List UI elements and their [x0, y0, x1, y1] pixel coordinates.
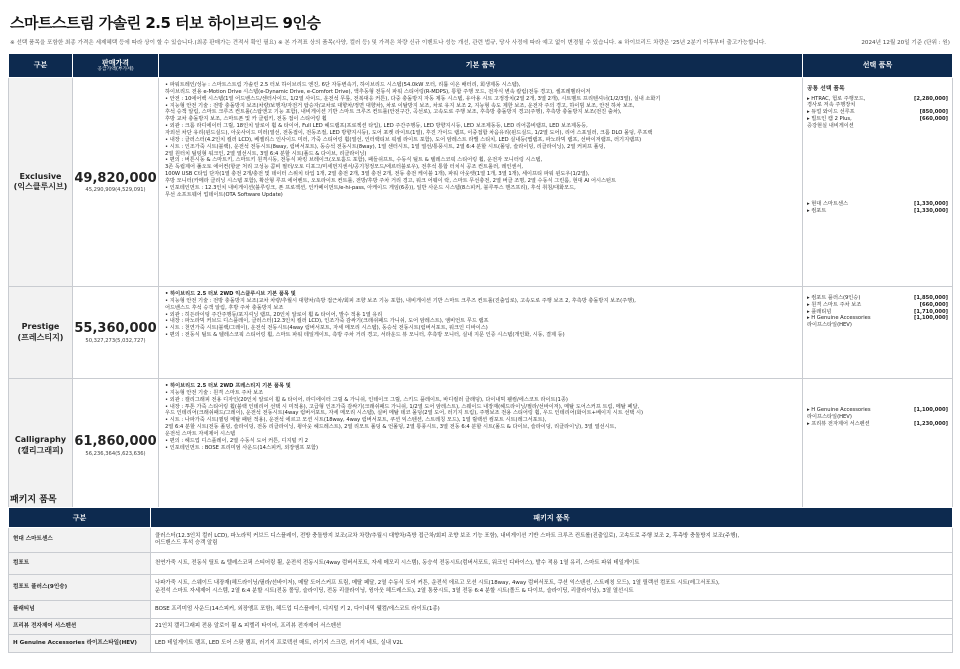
package-items	[151, 575, 953, 601]
feature-line: • 외관 : 히든라이팅 주간주행등/포지셔닝 램프, 20인치 알로이 휠 & 타이어, 발수 적용 1열 유리	[165, 311, 383, 318]
package-item-line: 클러스터(12.3인치 컬러 LCD), 파노라믹 커브드 디스플레이, 전방 충돌방지 보조(교차 차량/추월시 대향차/측방 접근차/회피 조향 보조 기능 포함), 내비게이션 기반 스마트 크루즈 컨트롤(진출입로), 고속도로 주행 보조 2, 후측방 충돌방지 보조(주행),	[155, 532, 740, 539]
option-item	[807, 421, 948, 428]
trim-row	[9, 78, 953, 287]
trim-price: 49,820,000	[74, 170, 157, 186]
option-name: 라이프스타일(HEV)	[807, 413, 852, 420]
trim-price-table	[8, 53, 953, 513]
reference-date: 2024년 12월 20일 기준 (단위 : 원)	[861, 40, 950, 46]
trim-price: 55,360,000	[74, 321, 157, 337]
feature-line: • 편의 : 버튼시동 & 스마트키, 스마트키 원격시동, 전동식 파킹 브레이크(오토홀드 포함), 패들쉬프트, 수동식 틸트 & 텔레스코픽 스티어링 휠, 운전자 모니터링 시스템,	[165, 157, 543, 164]
option-price: [1,330,000]	[914, 208, 948, 215]
header-options: 선택 품목	[803, 54, 953, 78]
package-items	[151, 601, 953, 619]
feature-line: • 안전 : 10에어백 시스템(1열 어드밴스드/센터사이드, 1/2열 사이드, 운전석 무릎, 전복대응 커튼), 다중 충돌방지 자동 제동 시스템, 유아용 시트 고정장치(2열 2개, 3열 2개), 시트벨트 프리텐셔너(1/2/3열), 실내 소화기	[165, 95, 661, 102]
header-price	[73, 54, 159, 78]
trim-price-breakdown: 50,327,273(5,032,727)	[85, 337, 146, 344]
feature-line: 후석 승객 알림, 스마트 크루즈 컨트롤(스탑앤고 기능 포함), 내비게이션 기반 스마트 크루즈 컨트롤(안전구간, 곡선로), 고속도로 주행 보조, 후측방 충돌방지 경고(주행), 후측방 충돌방지 보조(전진 출차),	[165, 109, 622, 116]
option-name: 증강현실 내비게이션	[807, 122, 854, 129]
feature-line: 2열 원터치 틸팅형 워크인, 2열 열선시트, 3열 6:4 분할 시트(폴드 & 다이브, 리클라이닝)	[165, 150, 367, 157]
feature-line: 우드 인테리어(크래쉬패드/그레이), 운전석 전동시트(4way 럼버서포트, 자세 메모리 시스템), 실버 메탈 데코 몰딩(2열 도어, 러기지 트림), 주행보조 전용 스티어링 휠, 우드 인테리어(화이트+베이지 시트 선택 시)	[165, 410, 644, 417]
feature-line: • 하이브리드 2.5 터보 2WD 프레스티지 기본 품목 및	[165, 383, 291, 389]
header-price-label: 판매가격	[101, 58, 130, 67]
option-name: ▸ H Genuine Accessories	[807, 407, 871, 413]
option-name: ▸ 컴포트	[807, 208, 827, 215]
feature-line: • 편의 : 전동식 틸트 & 텔레스코픽 스티어링 휠, 스마트 파워 테일게이트, 측방 주차 거리 경고, 서라운드 뷰 모니터, 후측방 모니터, 실내 지문 인증 시스템(개인화, 시동, 결제 등)	[165, 332, 565, 339]
package-header-name: 구분	[9, 508, 151, 528]
trim-price-breakdown: 56,236,364(5,623,636)	[85, 450, 146, 457]
feature-line: 자외선 차단 유리(윈드실드), 아웃사이드 미러(열선, 전동접이, 전동조절, LED 방향지시등), 도어 포켓 라이트(1열), 후진 가이드 램프, 이중접합 차음유리(윈드실드, 1/2열 도어), 리어 스포일러, 크롬 DLO 몰딩, 루프랙	[165, 130, 653, 137]
option-name: ▸ HTRAC, 험로 주행모드,	[807, 95, 866, 102]
package-header-row	[9, 508, 953, 528]
trim-row	[9, 287, 953, 379]
option-name: ▸ 컴포트 플러스(9인승)	[807, 295, 861, 301]
package-row	[9, 528, 953, 553]
package-items	[151, 619, 953, 635]
feature-line: • 시트 : 나파가죽 시트(퀼팅 메탈 패턴 적용), 운전석 에르고 모션 시트(18way, 4way 럼버서포트, 쿠션 익스텐션, 스트레칭 모드), 1열 릴랙션 컴포트 시트(레그서포트),	[165, 417, 547, 424]
package-name: 컴포트	[9, 553, 151, 575]
package-row	[9, 635, 953, 653]
feature-line: 후방 모니터(카메라 클리닝 시스템 포함), 확산형 루프 에어벤트, 오토라이트 컨트롤, 전방/후방 주차 거리 경고, 워크 어웨이 락, 스마트 무선충전, 2열 버클 조명, 2열 수동식 그린룸, 현대 AI 어시스턴트	[165, 178, 617, 185]
option-name: ▸ 듀얼 와이드 선루프	[807, 109, 855, 116]
feature-line: 운전석 스마트 자세제어 시스템	[165, 431, 236, 438]
option-name: ▸ 빌트인 캠 2 Plus,	[807, 115, 852, 122]
feature-line: • 내장 : 투톤 가죽 스티어링 휠(블랙 인테리어 선택 시 미적용), 고급형 인조가죽 감싸기(크래쉬패드 가니쉬, 1/2열 도어 암레스트), 스웨이드 내장재(헤드라이닝/필라/선바이저), 메탈 도어스커프 트림, 메탈 페달,	[165, 403, 640, 410]
option-price: [660,000]	[919, 115, 948, 122]
feature-line: • 시트 : 인조가죽 시트(블랙), 운전석 전동시트(8way, 럼버서포트), 동승석 전동시트(8way), 1열 센터시트, 1열 열선/통풍시트, 2열 6:4 분할 시트(폴딩, 슬라이딩, 리클라이닝), 2열 커피프 폴딩,	[165, 143, 606, 150]
feature-line: • 파워트레인/성능 : 스마트스트림 가솔린 2.5 터보 하이브리드 엔진, 6단 자동변속기, 하이브리드 시스템(54.0kW 모터, 리튬 이온 배터리, 회생제동 시스템),	[165, 82, 521, 88]
feature-line: 무선 소프트웨어 업데이트(OTA Software Update)	[165, 191, 283, 198]
option-name: ▸ 현대 스마트센스	[807, 201, 848, 208]
header-trim: 구분	[9, 54, 73, 78]
option-item	[807, 123, 948, 130]
disclaimer-notes: ※ 선택 품목을 포함한 최종 가격은 세제혜택 등에 따라 상이 할 수 있습니다.(최종 판매가는 견적서 확인 필요) ※ 본 가격표 상의 품목(사양, 컬러 등) 및 가격은 차량 신규 이벤트나 성능 개선, 관련 법규, 당사 사정에 따라 예고 없이 변경될 수 있습니다. ※ 하이브리드 차량은 '25년 2분기 이후부터 출고가능합니다.	[10, 40, 767, 46]
header-features: 기본 품목	[159, 54, 803, 78]
option-group	[807, 201, 948, 215]
option-item	[807, 302, 948, 309]
option-price: [1,230,000]	[914, 420, 948, 427]
feature-line: • 내장 : 클러스터(4.2인치 컬러 LCD), 베젤리스 인사이드 미러, 가죽 스티어링 휠(열선, 인터랙티브 픽셀 라이트 포함), 도어 암레스트 라밸 스티치, LED 실내등(맵램프, 파노라믹 램프, 선바이저램프, 러기지램프)	[165, 136, 642, 143]
table-header-row	[9, 54, 953, 78]
option-item	[807, 208, 948, 215]
option-price: [1,100,000]	[914, 315, 948, 322]
package-row	[9, 575, 953, 601]
option-group	[807, 295, 948, 329]
trim-name: Exclusive	[19, 171, 62, 181]
package-item-line: LED 테일게이트 램프, LED 도어 스팟 램프, 러기지 프로텍션 매트, 러기지 스크린, 러기지 네트, 실내 V2L	[155, 639, 403, 646]
feature-line: • 내장 : 파노라믹 커브드 디스플레이, 클러스터(12.3인치 컬러 LCD), 인조가죽 감싸기(크래쉬패드 가니쉬, 도어 암레스트), 앰비언트 무드 램프	[165, 318, 489, 325]
options-cell	[803, 379, 953, 513]
trim-name-cell	[9, 78, 73, 287]
basic-features-cell	[159, 78, 803, 287]
feature-line: 어드밴스드 후석 승객 알림, 후방 주차 충돌방지 보조	[165, 304, 284, 311]
option-name: 경사로 저속 주행장치	[807, 102, 856, 109]
package-name: 플래티넘	[9, 601, 151, 619]
price-cell	[73, 78, 159, 287]
package-item-line: 21인치 캘리그래피 전용 알로이 휠 & 피렐리 타이어, 프리뷰 전자제어 서스펜션	[155, 622, 342, 629]
feature-line: • 편의 : 헤드업 디스플레이, 2열 수동식 도어 커튼, 디지털 키 2	[165, 437, 309, 444]
option-item	[807, 201, 948, 208]
feature-line: 후방 교차 충돌방지 보조, 스마트폰 및 카 클립키, 전동 접이 스티어링 휠	[165, 116, 327, 123]
trim-row	[9, 379, 953, 513]
trim-name-kr: (캘리그래피)	[17, 445, 64, 455]
options-cell	[803, 287, 953, 379]
option-group-title: 공통 선택 품목	[807, 86, 845, 92]
package-name: 컴포트 플러스(9인승)	[9, 575, 151, 601]
package-items	[151, 635, 953, 653]
trim-name: Calligraphy	[14, 435, 67, 445]
feature-line: • 지능형 안전 기술 : 원격 스마트 주차 보조	[165, 389, 264, 396]
price-cell	[73, 287, 159, 379]
package-name: H Genuine Accessories 라이프스타일(HEV)	[9, 635, 151, 653]
option-price: [1,850,000]	[914, 295, 948, 301]
trim-name-kr: (프레스티지)	[17, 332, 64, 342]
package-table	[8, 507, 953, 653]
trim-name-kr: (익스클루시브)	[13, 182, 68, 191]
option-item	[807, 309, 948, 316]
trim-name-cell	[9, 287, 73, 379]
option-name: 라이프스타일(HEV)	[807, 322, 852, 328]
package-row	[9, 553, 953, 575]
trim-price: 61,860,000	[74, 434, 157, 450]
options-cell	[803, 78, 953, 287]
feature-line: 하이브리드 전용 e-Motion Drive 시스템(e-Dynamic Drive, e-Comfort Drive), 액추동형 전동식 파워 스티어링(R-MDPS), 통합 주행 모드, 전자식 변속 칼럼(전동 경고), 셀프레벨라이저	[165, 88, 591, 95]
header-price-sub: 공급가액(부가세)	[97, 66, 134, 72]
option-price: [660,000]	[919, 301, 948, 308]
option-item	[807, 407, 948, 414]
option-price: [1,100,000]	[914, 407, 948, 413]
option-item	[807, 315, 948, 322]
feature-line: • 지능형 안전 기술 : 전방 충돌방지 보조(교차 차량/추월시 대향차/측방 접근차/회피 조향 보조 기능 포함), 내비게이션 기반 스마트 크루즈 컨트롤(진출입로), 고속도로 주행 보조 2, 후측방 충돌방지 보조(주행),	[165, 297, 636, 304]
option-price: [1,710,000]	[914, 308, 948, 315]
option-item	[807, 116, 948, 123]
feature-line: • 인포테인먼트 : BOSE 프리미엄 사운드(14스피커, 외장앰프 포함)	[165, 444, 319, 451]
option-name: ▸ 프리뷰 전자제어 서스펜션	[807, 420, 870, 427]
package-item-line: 어드밴스드 후석 승객 알림	[155, 540, 218, 546]
feature-line: • 인포테인먼트 : 12.3인치 내비게이션(블루링크, 폰 프로젝션, 인카페이먼트/e-hi-pass, 아케이드 게임(6종)), 일반 사운드 시스템(8스피커, 블루투스 핸즈프리), 후석 취침/대화모드,	[165, 184, 576, 191]
basic-features-cell	[159, 379, 803, 513]
option-name: ▸ 원격 스마트 주차 보조	[807, 301, 862, 308]
package-header-items: 패키지 품목	[151, 508, 953, 528]
option-item	[807, 322, 948, 329]
package-row	[9, 601, 953, 619]
package-item-line: 천연가죽 시트, 전동식 틸트 & 텔레스코픽 스티어링 휠, 운전석 전동시트(4way 럼버서포트, 자세 메모리 시스템), 동승석 전동시트(럼버서포트, 워크인 디바이스), 발수 적용 1열 유리, 스마트 파워 테일게이트	[155, 559, 640, 566]
feature-line: 2열 6:4 분할 시트(전동 폴딩, 슬라이딩, 전동 리클라이닝, 윙아웃 헤드레스트), 2열 리모트 폴딩 & 언폴딩, 2열 통풍시트, 3열 전동 6:4 분할 시트(폴드 & 다이브, 슬라이딩, 리클라이닝), 3열 열선시트,	[165, 424, 617, 431]
trim-price-breakdown: 45,290,909(4,529,091)	[85, 187, 146, 194]
feature-line: • 하이브리드 2.5 터보 2WD 익스클루시브 기본 품목 및	[165, 291, 296, 297]
option-group	[807, 407, 948, 427]
feature-line: • 지능형 안전 기술 : 전방 충돌방지 보조(차량/보행자/자전거 탑승자/교차로 대향차/정면 대향차), 차로 이탈방지 보조, 차로 유지 보조 2, 지능형 속도 제한 보조, 운전자 주의 경고, 하이빔 보조, 안전 하차 보조,	[165, 102, 635, 109]
package-row	[9, 619, 953, 635]
option-name: ▸ H Genuine Accessories	[807, 315, 871, 322]
package-name: 프리뷰 전자제어 서스펜션	[9, 619, 151, 635]
option-price: [1,330,000]	[914, 201, 948, 208]
feature-line: 100W USB C타입 단자(1열 충전 2개/충전 및 데이터 스위치 타입 1개, 2열 충전 2개, 3열 충전 2개, 전동 충전 케이블 1개), 파워 아웃렛(1열 1개, 3열 1개), 세이프티 파워 윈도우(1/2열),	[165, 171, 590, 178]
feature-line: • 외관 : 크롬 라디에이터 그릴, 18인치 알로이 휠 & 타이어, Full LED 헤드램프(프로젝션 타입), LED 주간주행등, LED 방향지시등, LED 보조제동등, LED 리어콤비램프, LED 보조제동등,	[165, 123, 588, 130]
option-item	[807, 109, 948, 116]
option-item	[807, 414, 948, 421]
option-price: [850,000]	[919, 109, 948, 116]
package-items	[151, 528, 953, 553]
trim-name: Prestige	[21, 322, 60, 332]
package-name: 현대 스마트센스	[9, 528, 151, 553]
option-price: [2,280,000]	[914, 95, 948, 102]
feature-line: 3존 독립제어 풀오토 에어컨(항균 처리 고성능 콤비 필터/오토 디포그/미세먼지센서/공기청정모드/에르터블로우), 전후석 통합 터치식 공조 컨트롤러, 레인센서,	[165, 164, 524, 171]
package-section-title: 패키지 품목	[10, 495, 57, 505]
package-items	[151, 553, 953, 575]
package-item-line: 나파가죽 시트, 스웨이드 내장재(헤드라이닝/필라/선바이저), 메탈 도어스커프 트림, 메탈 페달, 2열 수동식 도어 커튼, 운전석 에르고 모션 시트(18way, 4way 럼버서포트, 쿠션 익스텐션, 스트레칭 모드), 1열 릴랙션 컴포트 시트(레그서포트),	[155, 580, 720, 587]
feature-line: • 시트 : 천연가죽 시트(블랙/그레이), 운전석 전동시트(4way 럼버서포트, 자세 메모리 시스템), 동승석 전동시트(럼버서포트, 워크인 디바이스)	[165, 325, 488, 332]
option-name: ▸ 플래티넘	[807, 308, 832, 315]
price-cell	[73, 379, 159, 513]
page-title: 스마트스트림 가솔린 2.5 터보 하이브리드 9인승	[10, 14, 321, 32]
package-item-line: 운전석 스마트 자세제어 시스템, 2열 6:4 분할 시트(전동 폴딩, 슬라이딩, 전동 리클라이닝, 윙아웃 헤드레스트), 2열 통풍시트, 3열 전동 6:4 분할 시트(폴드 & 다이브, 슬라이딩, 리클라이닝), 3열 열선시트	[155, 587, 634, 594]
basic-features-cell	[159, 287, 803, 379]
feature-line: • 외관 : 캘리그래피 전용 디자인(20인치 알로이 휠 & 타이어, 라디에이터 그릴 & 가니쉬, 인테이크 그릴, 스키드 플레이트, 바디컬러 클래딩), 다이내믹 웰컴/에스코트 라이트(1종)	[165, 396, 568, 403]
option-item	[807, 295, 948, 302]
package-item-line: BOSE 프리미엄 사운드(14스피커, 외장앰프 포함), 헤드업 디스플레이, 디지털 키 2, 다이내믹 웰컴/에스코트 라이트(1종)	[155, 605, 440, 612]
option-group	[807, 86, 948, 129]
